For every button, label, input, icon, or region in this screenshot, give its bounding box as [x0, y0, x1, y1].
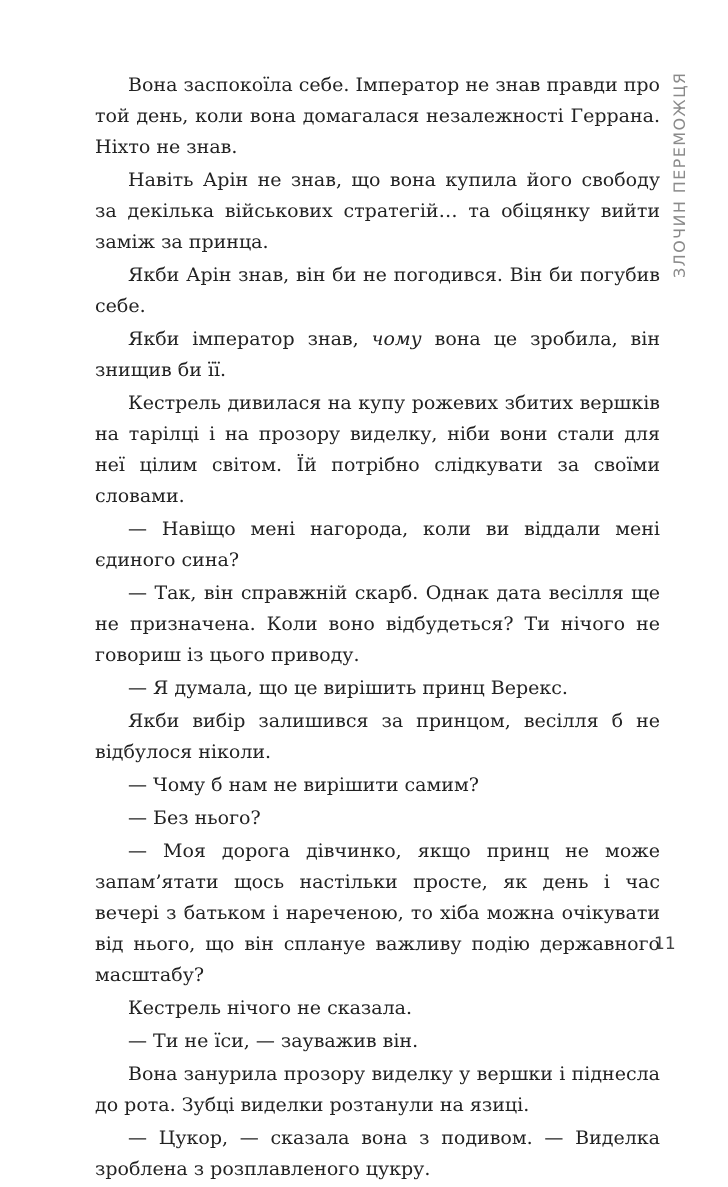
paragraph-4-before: Якби імператор знав,	[128, 328, 372, 350]
page-number: 11	[654, 934, 676, 954]
paragraph-3: Якби Арін знав, він би не погодився. Він би погубив себе.	[95, 264, 660, 317]
paragraph-11: — Без нього?	[128, 807, 261, 829]
paragraph-5: Кестрель дивилася на купу рожевих збитих вершків на тарілці і на прозору виделку, ніби вони стали для неї цілим світом. Їй потрібно слідкувати за своїми словами.	[95, 392, 660, 507]
paragraph-4	[95, 324, 660, 386]
paragraph-7: — Так, він справжній скарб. Однак дата весілля ще не призначена. Коли воно відбудеться? Ти нічого не говориш із цього приводу.	[95, 582, 660, 666]
paragraph-4-after: вона це зробила, він знищив би її.	[95, 328, 660, 381]
paragraph-13: Кестрель нічого не сказала.	[128, 997, 413, 1019]
paragraph-16: — Цукор, — сказала вона з подивом. — Виделка зроблена з розплавленого цукру.	[95, 1127, 660, 1180]
paragraph-6: — Навіщо мені нагорода, коли ви віддали мені єдиного сина?	[95, 518, 660, 571]
paragraph-10: — Чому б нам не вирішити самим?	[128, 774, 479, 796]
paragraph-8: — Я думала, що це вирішить принц Верекс.	[128, 677, 568, 699]
paragraph-14: — Ти не їси, — зауважив він.	[128, 1030, 419, 1052]
body-text	[95, 70, 660, 1187]
paragraph-4-emphasis: чому	[371, 328, 422, 350]
paragraph-15: Вона занурила прозору виделку у вершки і піднесла до рота. Зубці виделки розтанули на язиці.	[95, 1063, 660, 1116]
paragraph-12: — Моя дорога дівчинко, якщо принц не може запам’ятати щось настільки просте, як день і час вечері з батьком і нареченою, то хіба можна очікувати від нього, що він сплануе важливу подію державного масштабу?	[95, 840, 660, 986]
paragraph-1: Вона заспокоїла себе. Імператор не знав правди про той день, коли вона домагалася незалежності Геррана. Ніхто не знав.	[95, 74, 660, 158]
paragraph-9: Якби вибір залишився за принцом, весілля б не відбулося ніколи.	[95, 710, 660, 763]
running-title: ЗЛОЧИН ПЕРЕМОЖЦЯ	[670, 72, 689, 279]
paragraph-2: Навіть Арін не знав, що вона купила його свободу за декілька військових стратегій… та обіцянку вийти заміж за принца.	[95, 169, 660, 253]
